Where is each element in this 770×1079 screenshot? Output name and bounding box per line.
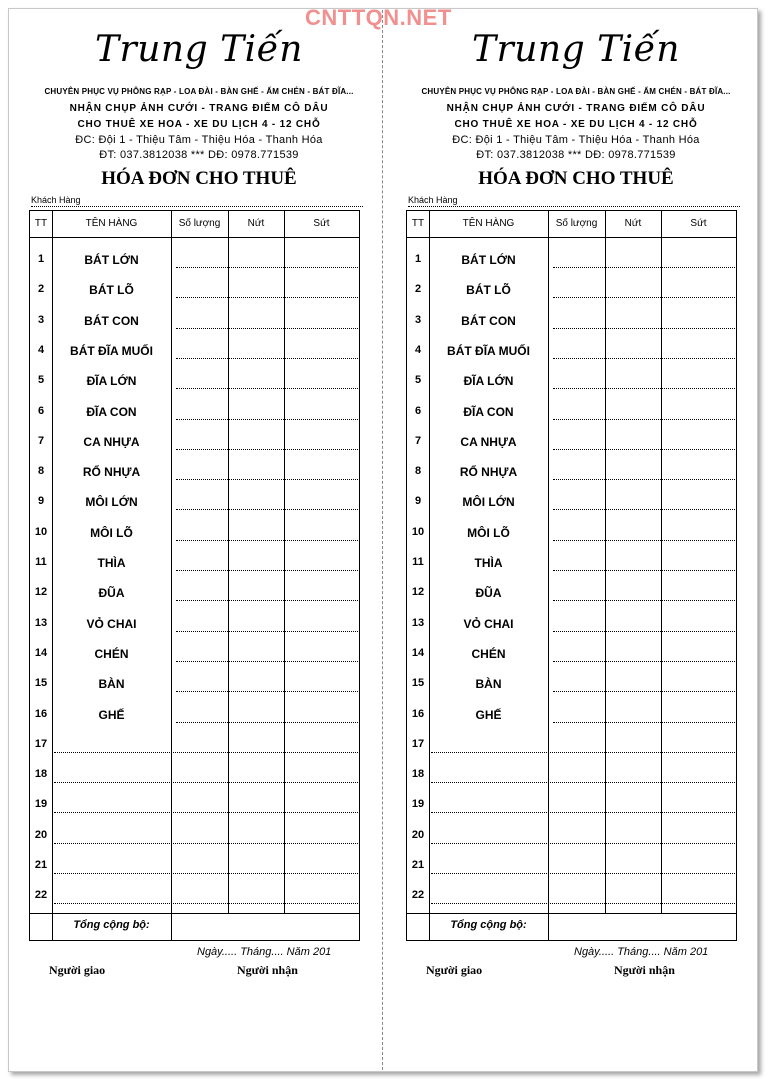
row-number: 18 [34,768,48,781]
item-name: BÀN [98,677,125,692]
item-name: CHÉN [471,646,506,661]
name-dots [54,782,228,783]
chipped-dots [662,509,735,510]
chipped-dots [662,843,735,844]
invoice-title: HÓA ĐƠN CHO THUÊ [478,168,674,189]
qty-dots [176,449,228,450]
cracked-dots [606,570,661,571]
item-name: CA NHỰA [83,434,140,449]
cracked-dots [606,267,661,268]
table-row [30,554,359,584]
qty-dots [176,358,228,359]
chipped-dots [662,267,735,268]
chipped-dots [662,419,735,420]
chipped-dots [662,388,735,389]
table-row [30,645,359,675]
cracked-dots [229,782,284,783]
giver-signature-label: Người giao [426,963,483,977]
qty-dots [176,691,228,692]
chipped-dots [662,328,735,329]
cracked-dots [229,903,284,904]
cracked-dots [606,873,661,874]
table-row [30,433,359,463]
name-dots [54,873,228,874]
name-dots [431,782,605,783]
name-dots [54,812,228,813]
header-line: NHẬN CHỤP ẢNH CƯỚI - TRANG ĐIỂM CÔ DÂU [69,103,329,114]
header-line: ĐT: 037.3812038 *** DĐ: 0978.771539 [476,149,676,161]
item-name: BÁT LÕ [89,283,134,298]
cracked-dots [229,328,284,329]
total-label: Tổng cộng bộ: [73,919,150,931]
row-number: 17 [34,737,48,750]
row-number: 17 [411,737,425,750]
row-number: 6 [37,404,45,417]
row-number: 19 [34,798,48,811]
table-row [407,584,736,614]
row-number: 3 [414,313,422,326]
qty-dots [553,691,605,692]
chipped-dots [662,540,735,541]
chipped-dots [285,570,358,571]
qty-dots [553,419,605,420]
table-row [30,827,359,857]
qty-dots [176,388,228,389]
cracked-dots [606,812,661,813]
header-line: CHUYÊN PHỤC VỤ PHÔNG RẠP - LOA ĐÀI - BÀN GHẾ - ẤM CHÉN - BÁT ĐĨA... [421,86,731,96]
row-number: 9 [414,495,422,508]
invoice-title: HÓA ĐƠN CHO THUÊ [101,168,297,189]
qty-dots [553,722,605,723]
chipped-dots [285,509,358,510]
brand-logo: Trung Tiến [472,29,680,70]
cracked-dots [606,631,661,632]
table-header-col-name: TÊN HÀNG [85,218,138,229]
chipped-dots [285,449,358,450]
cracked-dots [606,752,661,753]
cracked-dots [606,449,661,450]
qty-dots [553,267,605,268]
chipped-dots [662,479,735,480]
row-number: 5 [37,374,45,387]
cracked-dots [229,479,284,480]
row-number: 4 [414,343,422,356]
row-number: 20 [34,828,48,841]
chipped-dots [662,570,735,571]
qty-dots [176,661,228,662]
invoice-left [29,0,369,1000]
cracked-dots [606,479,661,480]
items-table [406,210,737,941]
qty-dots [176,328,228,329]
chipped-dots [662,297,735,298]
table-header-col-cracked: Nứt [247,218,265,229]
table-header-col-tt: TT [34,218,48,229]
row-number: 16 [34,707,48,720]
chipped-dots [662,782,735,783]
table-row [407,281,736,311]
cracked-dots [229,419,284,420]
qty-dots [176,267,228,268]
cracked-dots [229,570,284,571]
row-number: 13 [34,616,48,629]
qty-dots [553,479,605,480]
item-name: RỔ NHỰA [82,465,141,480]
table-row [30,251,359,281]
cracked-dots [606,419,661,420]
row-number: 9 [37,495,45,508]
qty-dots [553,388,605,389]
name-dots [431,873,605,874]
cracked-dots [229,691,284,692]
name-dots [431,843,605,844]
table-row [407,251,736,281]
chipped-dots [285,631,358,632]
item-name: ĐĨA LỚN [86,374,137,389]
qty-dots [553,509,605,510]
cracked-dots [229,540,284,541]
name-dots [54,903,228,904]
giver-signature-label: Người giao [49,963,106,977]
cracked-dots [606,722,661,723]
qty-dots [553,540,605,541]
header-line: CHO THUÊ XE HOA - XE DU LỊCH 4 - 12 CHỖ [77,119,321,130]
cracked-dots [229,873,284,874]
table-header-col-name: TÊN HÀNG [462,218,515,229]
table-row [407,615,736,645]
cracked-dots [229,297,284,298]
qty-dots [553,297,605,298]
chipped-dots [285,358,358,359]
qty-dots [176,540,228,541]
qty-dots [176,570,228,571]
cracked-dots [229,267,284,268]
row-number: 22 [34,889,48,902]
table-header-col-chipped: Sứt [313,218,330,229]
table-header-col-tt: TT [411,218,425,229]
cracked-dots [229,812,284,813]
header-line: ĐT: 037.3812038 *** DĐ: 0978.771539 [99,149,299,161]
row-number: 1 [37,253,45,265]
table-row [30,796,359,826]
cracked-dots [606,358,661,359]
header-line: ĐC: Đội 1 - Thiệu Tâm - Thiệu Hóa - Thanh Hóa [452,134,700,146]
chipped-dots [662,873,735,874]
qty-dots [553,358,605,359]
table-row [407,463,736,493]
chipped-dots [285,691,358,692]
qty-dots [176,297,228,298]
item-name: BÁT LÕ [466,283,511,298]
cracked-dots [229,388,284,389]
table-row [407,675,736,705]
item-name: BÁT ĐĨA MUỐI [447,343,530,358]
chipped-dots [662,631,735,632]
chipped-dots [662,449,735,450]
header-rule [30,237,359,238]
item-name: BÁT CON [84,313,139,328]
customer-field: Khách Hàng [31,195,363,207]
row-number: 22 [411,889,425,902]
table-row [407,493,736,523]
table-row [407,766,736,796]
item-name: ĐĨA LỚN [463,374,514,389]
chipped-dots [285,722,358,723]
name-dots [431,752,605,753]
table-row [407,372,736,402]
cracked-dots [229,600,284,601]
table-row [407,645,736,675]
row-number: 3 [37,313,45,326]
qty-dots [176,631,228,632]
row-number: 8 [37,465,45,478]
item-name: BÁT LỚN [461,253,516,267]
total-label: Tổng cộng bộ: [450,919,527,931]
chipped-dots [662,752,735,753]
qty-dots [553,570,605,571]
row-number: 10 [34,525,48,538]
item-name: CA NHỰA [460,434,517,449]
table-row [407,736,736,766]
item-name: BÁT CON [461,313,516,328]
cracked-dots [229,843,284,844]
row-number: 7 [414,434,422,447]
header-line: CHO THUÊ XE HOA - XE DU LỊCH 4 - 12 CHỖ [454,119,698,130]
row-number: 21 [34,859,48,871]
row-number: 13 [411,616,425,629]
row-number: 12 [411,586,425,599]
item-name: MÔI LÕ [90,525,133,540]
chipped-dots [285,782,358,783]
item-name: ĐŨA [98,586,125,601]
qty-dots [553,631,605,632]
table-row [407,312,736,342]
cracked-dots [606,843,661,844]
cracked-dots [229,722,284,723]
date-line: Ngày..... Tháng.... Năm 201 [197,946,332,958]
row-number: 7 [37,434,45,447]
table-row [30,403,359,433]
invoice-right [406,0,746,1000]
header-line: CHUYÊN PHỤC VỤ PHÔNG RẠP - LOA ĐÀI - BÀN GHẾ - ẤM CHÉN - BÁT ĐĨA... [44,86,354,96]
chipped-dots [285,540,358,541]
cracked-dots [229,631,284,632]
row-number: 1 [414,253,422,265]
table-row [30,584,359,614]
row-number: 16 [411,707,425,720]
chipped-dots [285,297,358,298]
item-name: GHẾ [98,707,125,722]
header-line: ĐC: Đội 1 - Thiệu Tâm - Thiệu Hóa - Thanh Hóa [75,134,323,146]
chipped-dots [285,812,358,813]
table-row [407,706,736,736]
table-row [30,615,359,645]
table-row [407,887,736,917]
table-row [407,433,736,463]
header-rule [407,237,736,238]
table-row [407,524,736,554]
cracked-dots [229,661,284,662]
table-row [30,312,359,342]
row-number: 15 [34,677,48,690]
cracked-dots [606,600,661,601]
cracked-dots [606,328,661,329]
chipped-dots [285,328,358,329]
chipped-dots [662,903,735,904]
qty-dots [553,661,605,662]
row-number: 11 [412,556,424,568]
table-header-col-qty: Số lượng [178,218,221,229]
item-name: ĐĨA CON [86,404,137,419]
item-name: BÁT LỚN [84,253,139,267]
cracked-dots [606,540,661,541]
table-row [30,524,359,554]
qty-dots [553,449,605,450]
row-number: 19 [411,798,425,811]
chipped-dots [285,419,358,420]
chipped-dots [662,358,735,359]
table-row [30,372,359,402]
item-name: BÁT ĐĨA MUỐI [70,343,153,358]
table-row [407,796,736,826]
item-name: ĐŨA [475,586,502,601]
table-row [407,554,736,584]
table-row [407,342,736,372]
qty-dots [176,600,228,601]
item-name: BÀN [475,677,502,692]
qty-dots [176,479,228,480]
item-name: MÔI LỚN [462,495,515,510]
brand-logo: Trung Tiến [95,29,303,70]
cracked-dots [606,388,661,389]
cracked-dots [229,449,284,450]
table-row [30,493,359,523]
row-number: 11 [35,556,47,568]
row-number: 18 [411,768,425,781]
table-row [407,827,736,857]
table-row [30,857,359,887]
item-name: GHẾ [475,707,502,722]
table-row [30,887,359,917]
chipped-dots [285,479,358,480]
table-row [30,675,359,705]
date-line: Ngày..... Tháng.... Năm 201 [574,946,709,958]
row-number: 6 [414,404,422,417]
chipped-dots [285,661,358,662]
table-row [30,463,359,493]
row-number: 20 [411,828,425,841]
chipped-dots [285,903,358,904]
table-row [30,736,359,766]
cracked-dots [606,782,661,783]
chipped-dots [662,812,735,813]
table-row [30,281,359,311]
chipped-dots [285,267,358,268]
row-number: 15 [411,677,425,690]
chipped-dots [285,600,358,601]
row-number: 4 [37,343,45,356]
item-name: MÔI LÕ [467,525,510,540]
row-number: 5 [414,374,422,387]
chipped-dots [662,661,735,662]
chipped-dots [662,691,735,692]
receiver-signature-label: Người nhận [614,963,675,977]
receiver-signature-label: Người nhận [237,963,298,977]
item-name: THÌA [97,556,126,570]
row-number: 10 [411,525,425,538]
table-row [407,403,736,433]
cracked-dots [229,358,284,359]
qty-dots [176,509,228,510]
customer-field: Khách Hàng [408,195,740,207]
item-name: ĐĨA CON [463,404,514,419]
table-row [30,706,359,736]
name-dots [54,752,228,753]
cracked-dots [606,509,661,510]
table-header-col-chipped: Sứt [690,218,707,229]
cracked-dots [606,297,661,298]
cracked-dots [229,752,284,753]
name-dots [431,903,605,904]
item-name: RỔ NHỰA [459,465,518,480]
table-header-col-cracked: Nứt [624,218,642,229]
row-number: 14 [411,646,425,659]
item-name: VỎ CHAI [86,616,137,631]
table-row [30,766,359,796]
row-number: 8 [414,465,422,478]
qty-dots [553,600,605,601]
chipped-dots [285,873,358,874]
cut-line [382,10,383,1070]
cracked-dots [606,661,661,662]
chipped-dots [285,388,358,389]
watermark: CNTTQN.NET [305,5,452,30]
table-row [30,342,359,372]
items-table [29,210,360,941]
row-number: 2 [414,283,422,296]
item-name: MÔI LỚN [85,495,138,510]
cracked-dots [606,903,661,904]
qty-dots [176,419,228,420]
row-number: 12 [34,586,48,599]
table-row [407,857,736,887]
chipped-dots [662,600,735,601]
row-number: 21 [411,859,425,871]
chipped-dots [285,752,358,753]
cracked-dots [229,509,284,510]
item-name: CHÉN [94,646,129,661]
name-dots [431,812,605,813]
row-number: 14 [34,646,48,659]
chipped-dots [285,843,358,844]
name-dots [54,843,228,844]
qty-dots [176,722,228,723]
cracked-dots [606,691,661,692]
chipped-dots [662,722,735,723]
table-header-col-qty: Số lượng [555,218,598,229]
header-line: NHẬN CHỤP ẢNH CƯỚI - TRANG ĐIỂM CÔ DÂU [446,103,706,114]
item-name: THÌA [474,556,503,570]
qty-dots [553,328,605,329]
row-number: 2 [37,283,45,296]
item-name: VỎ CHAI [463,616,514,631]
